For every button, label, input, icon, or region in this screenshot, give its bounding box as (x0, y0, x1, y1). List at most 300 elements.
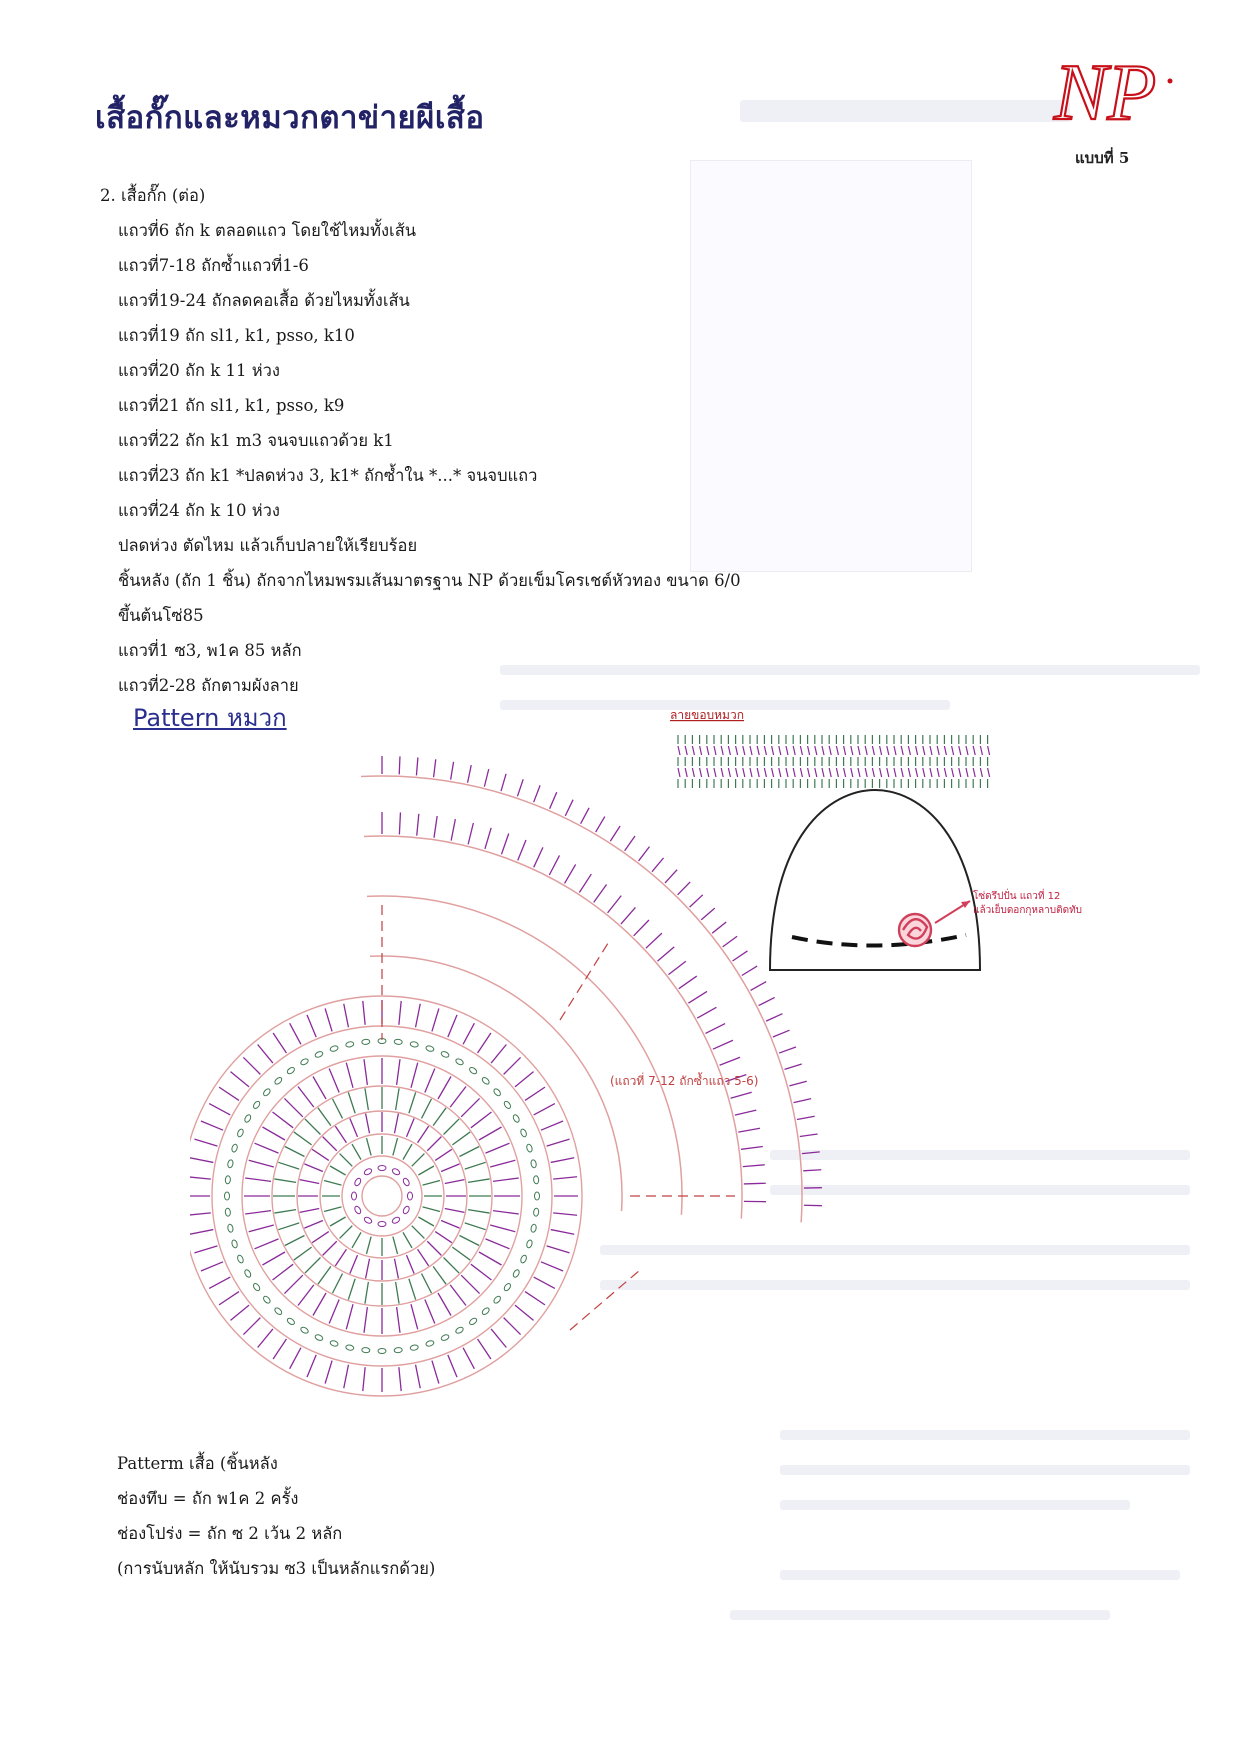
chain-oval (252, 1100, 261, 1109)
stitch-mark (350, 1255, 358, 1273)
edge-stitch (757, 768, 759, 777)
edge-stitch (937, 768, 939, 777)
ghost-line (780, 1465, 1190, 1475)
instructions-heading: 2. เสื้อกั๊ก (ต่อ) (100, 186, 206, 205)
stitch-mark (493, 1211, 519, 1214)
edge-stitch (836, 746, 838, 755)
stitch-mark (451, 819, 455, 841)
instruction-row: แถวที่23 ถัก k1 *ปลดห่วง 3, k1* ถักซ้ำใน *...* จนจบแถว (118, 466, 538, 485)
stitch-mark (346, 1063, 353, 1088)
edge-stitch (743, 746, 745, 755)
stitch-mark (278, 1162, 299, 1169)
stitch-mark (738, 1128, 760, 1132)
chain-oval (354, 1205, 362, 1214)
stitch-mark (779, 1047, 796, 1053)
edge-stitch (822, 746, 824, 755)
edge-stitch (901, 746, 903, 755)
np-logo-text: NP (1054, 55, 1157, 135)
stitch-mark (324, 1180, 341, 1185)
edge-stitch (880, 746, 882, 755)
chain-oval (236, 1254, 244, 1263)
chain-oval (533, 1176, 539, 1184)
chain-oval (286, 1317, 295, 1326)
chain-oval (535, 1192, 540, 1200)
stitch-mark (460, 1147, 480, 1157)
stitch-mark (490, 1225, 515, 1232)
stitch-mark (304, 1164, 322, 1172)
stitch-mark (209, 1277, 230, 1288)
stitch-mark (450, 1285, 466, 1306)
instruction-row: แถวที่24 ถัก k 10 ห่วง (118, 501, 280, 520)
edge-stitch (736, 746, 738, 755)
stitch-mark (305, 1258, 321, 1274)
stitch-mark (461, 1098, 479, 1116)
stitch-mark (245, 1178, 271, 1181)
stitch-mark (190, 1230, 213, 1235)
stitch-mark (273, 1033, 286, 1053)
stitch-mark (625, 836, 635, 851)
stitch-mark (468, 765, 472, 783)
stitch-mark (652, 858, 664, 872)
edge-stitch (714, 746, 716, 755)
ghost-line (740, 100, 1070, 122)
instruction-row: แถวที่22 ถัก k1 m3 จนจบแถวด้วย k1 (118, 431, 394, 450)
edge-stitch (959, 768, 961, 777)
stitch-mark (463, 1348, 474, 1369)
stitch-mark (479, 1127, 502, 1140)
chain-oval (330, 1340, 339, 1347)
edge-stitch (858, 746, 860, 755)
stitch-mark (445, 1208, 465, 1212)
edge-stitch (721, 746, 723, 755)
chain-oval (520, 1128, 528, 1137)
instruction-row: แถวที่19 ถัก sl1, k1, psso, k10 (118, 326, 355, 345)
chain-oval (493, 1088, 502, 1097)
chain-oval (274, 1076, 283, 1085)
repeat-label: (แถวที่ 7-12 ถักซ้ำแถว 5-6) (610, 1074, 759, 1088)
stitch-mark (485, 1143, 509, 1153)
stitch-mark (452, 1247, 470, 1260)
stitch-mark (444, 1119, 460, 1135)
stitch-mark (323, 1137, 337, 1151)
stitch-mark (418, 1249, 429, 1266)
instruction-row: แถวที่19-24 ถักลดคอเสื้อ ด้วยไหมทั้งเส้น (118, 291, 410, 310)
ghost-line (780, 1570, 1180, 1580)
stitch-mark (491, 1329, 506, 1348)
stitch-mark (393, 1237, 398, 1254)
stitch-mark (284, 1275, 302, 1293)
instruction-row: แถวที่20 ถัก k 11 ห่วง (118, 361, 280, 380)
stitch-mark (255, 1143, 279, 1153)
stitch-mark (441, 1220, 459, 1228)
stitch-mark (307, 1355, 316, 1377)
stitch-mark (190, 1213, 211, 1215)
stitch-mark (634, 920, 649, 936)
stitch-mark (273, 1339, 286, 1359)
chain-oval (378, 1222, 386, 1227)
stitch-mark (258, 1044, 273, 1063)
stitch-mark (610, 826, 620, 841)
edge-stitch (678, 768, 680, 777)
edge-stitch (923, 746, 925, 755)
edge-stitch (700, 768, 702, 777)
stitch-mark (427, 1241, 441, 1255)
stitch-mark (396, 1282, 399, 1304)
ghost-line (780, 1430, 1190, 1440)
edge-stitch (714, 768, 716, 777)
stitch-mark (298, 1087, 314, 1108)
edge-stitch (894, 746, 896, 755)
chain-oval (300, 1326, 309, 1334)
stitch-mark (435, 1232, 452, 1243)
stitch-mark (713, 1040, 733, 1049)
stitch-mark (365, 1088, 368, 1110)
stitch-mark (418, 1217, 434, 1226)
stitch-mark (219, 1292, 239, 1305)
stitch-mark (621, 907, 636, 924)
pattern-number: แบบที่ 5 (1075, 149, 1130, 167)
edge-stitch (980, 746, 982, 755)
stitch-mark (445, 1180, 465, 1184)
chain-oval (262, 1088, 271, 1097)
stitch-mark (433, 1266, 446, 1284)
stitch-mark (418, 1166, 434, 1175)
stitch-mark (461, 1275, 479, 1293)
chain-oval (402, 1177, 410, 1186)
pattern-heading: Pattern หมวก (133, 704, 287, 732)
edge-stitch (772, 746, 774, 755)
stitch-mark (448, 1015, 457, 1037)
stitch-mark (255, 1239, 279, 1249)
stitch-mark (411, 1304, 418, 1329)
edge-stitch (966, 746, 968, 755)
chain-oval (512, 1114, 520, 1123)
stitch-mark (230, 1305, 249, 1320)
stitch-mark (741, 1146, 763, 1149)
stitch-mark (579, 874, 591, 892)
hat-panel (670, 705, 1140, 995)
chain-oval (236, 1128, 244, 1137)
stitch-mark (274, 1210, 296, 1213)
stitch-mark (425, 1069, 435, 1093)
edge-stitch (692, 768, 694, 777)
stitch-mark (243, 1318, 260, 1335)
chain-oval (225, 1176, 231, 1184)
document-title: เสื้อกั๊กและหมวกตาข่ายผีเสื้อ (95, 100, 485, 136)
stitch-mark (581, 808, 589, 824)
stitch-mark (551, 1230, 575, 1235)
stitch-mark (416, 1004, 421, 1028)
edge-stitch (685, 746, 687, 755)
edge-stitch (988, 746, 990, 755)
edge-stitch (779, 746, 781, 755)
chain-oval (530, 1224, 537, 1233)
instruction-row: แถวที่21 ถัก sl1, k1, psso, k9 (118, 396, 345, 415)
edge-stitch (815, 746, 817, 755)
ghost-line (770, 1150, 1190, 1160)
stitch-mark (290, 1348, 301, 1369)
edge-stitch (988, 768, 990, 777)
edge-stitch (692, 746, 694, 755)
stitch-mark (333, 1099, 343, 1119)
stitch-mark (547, 1139, 570, 1146)
np-logo-icon (1050, 55, 1180, 135)
stitch-mark (720, 1057, 741, 1065)
stitch-mark (366, 1138, 371, 1155)
stitch-mark (460, 1235, 480, 1245)
chain-oval (314, 1334, 323, 1342)
stitch-mark (438, 1293, 451, 1316)
stitch-mark (363, 1367, 365, 1391)
stitch-mark (465, 1162, 486, 1169)
stitch-mark (294, 1132, 312, 1145)
edge-stitch (858, 768, 860, 777)
stitch-mark (525, 1292, 545, 1305)
stitch-mark (262, 1127, 285, 1140)
stitch-mark (364, 1059, 367, 1085)
stitch-mark (249, 1160, 274, 1167)
stitch-mark (333, 1274, 343, 1294)
edge-stitch (815, 768, 817, 777)
stitch-mark (350, 1118, 358, 1136)
stitch-mark (773, 1030, 790, 1037)
stitch-mark (406, 1255, 414, 1273)
stitch-mark (553, 1213, 577, 1215)
stitch-mark (397, 1307, 400, 1333)
stitch-mark (735, 1110, 756, 1115)
edge-stitch (800, 768, 802, 777)
note-line: ช่องโปร่ง = ถัก ซ 2 เว้น 2 หลัก (117, 1524, 343, 1543)
stitch-mark (515, 1305, 534, 1320)
stitch-mark (324, 1207, 341, 1212)
stitch-mark (490, 1160, 515, 1167)
edge-stitch (721, 768, 723, 777)
stitch-mark (312, 1149, 329, 1160)
chain-oval (402, 1205, 410, 1214)
stitch-mark (262, 1252, 285, 1265)
hat-note-line2: แล้วเย็บดอกกุหลาบติดทับ (973, 905, 1083, 916)
stitch-mark (285, 1235, 305, 1245)
stitch-mark (340, 1154, 353, 1167)
stitch-mark (478, 1339, 491, 1359)
stitch-mark (596, 817, 605, 833)
stitch-mark (423, 1180, 440, 1185)
edge-stitch (865, 768, 867, 777)
stitch-mark (705, 1024, 725, 1034)
stitch-mark (318, 1108, 331, 1126)
stitch-mark (318, 1266, 331, 1284)
stitch-mark (284, 1098, 302, 1116)
stitch-mark (307, 1015, 316, 1037)
chain-oval (408, 1192, 413, 1200)
stitch-mark (201, 1262, 223, 1271)
stitch-mark (352, 1232, 361, 1248)
stitch-mark (797, 1116, 815, 1119)
edge-stitch (808, 768, 810, 777)
stitch-mark (534, 785, 540, 802)
stitch-mark (550, 792, 557, 809)
edge-stitch (829, 768, 831, 777)
edge-stitch (822, 768, 824, 777)
stitch-mark (352, 1144, 361, 1160)
chain-oval (533, 1208, 539, 1216)
edge-stitch (707, 746, 709, 755)
edge-stitch (757, 746, 759, 755)
bottom-notes (117, 1446, 435, 1586)
stitch-mark (594, 885, 607, 903)
stitch-mark (409, 1092, 416, 1113)
chain-oval (440, 1050, 449, 1058)
stitch-mark (425, 1299, 435, 1323)
edge-stitch (678, 746, 680, 755)
stitch-mark (504, 1318, 521, 1335)
edge-stitch (764, 746, 766, 755)
stitch-mark (364, 1307, 367, 1333)
stitch-mark (230, 1072, 249, 1087)
stitch-mark (300, 1180, 320, 1184)
chain-oval (391, 1216, 400, 1224)
stitch-mark (190, 1177, 211, 1179)
edge-stitch (916, 768, 918, 777)
edge-stitch (786, 746, 788, 755)
edge-stitch (743, 768, 745, 777)
chain-oval (378, 1349, 386, 1354)
stitch-mark (639, 847, 650, 861)
chain-oval (410, 1041, 419, 1048)
stitch-chart-title: ลายขอบหมวก (670, 708, 744, 722)
stitch-mark (541, 1262, 563, 1271)
chain-oval (425, 1045, 434, 1052)
edge-stitch (685, 768, 687, 777)
chain-oval (363, 1216, 372, 1224)
stitch-mark (258, 1329, 273, 1348)
stitch-mark (517, 779, 523, 796)
instruction-row: ชิ้นหลัง (ถัก 1 ชิ้น) ถักจากไหมพรมเส้นมาตรฐาน NP ด้วยเข็มโครเชต์หัวทอง ขนาด 6/0 (118, 571, 741, 590)
edge-stitch (894, 768, 896, 777)
stitch-mark (441, 1164, 459, 1172)
instruction-row: แถวที่1 ซ3, พ1ค 85 หลัก (118, 641, 302, 660)
stitch-mark (789, 1081, 806, 1086)
stitch-mark (363, 1001, 365, 1025)
stitch-mark (450, 1087, 466, 1108)
stitch-mark (393, 1138, 398, 1155)
chain-oval (362, 1039, 370, 1045)
edge-stitch (980, 768, 982, 777)
edge-stitch (952, 768, 954, 777)
stitch-mark (417, 814, 419, 836)
stitch-mark (313, 1293, 326, 1316)
stitch-mark (409, 1279, 416, 1300)
stitch-mark (340, 1226, 353, 1239)
edge-stitch (750, 746, 752, 755)
edge-stitch (872, 746, 874, 755)
stitch-mark (451, 762, 454, 780)
stitch-mark (329, 1069, 339, 1093)
stitch-mark (646, 933, 662, 948)
edge-stitch (973, 768, 975, 777)
stitch-mark (348, 1092, 355, 1113)
chain-oval (231, 1239, 238, 1248)
stitch-mark (697, 1007, 716, 1018)
stitch-mark (403, 1144, 412, 1160)
stitch-mark (219, 1087, 239, 1100)
stitch-mark (485, 828, 491, 849)
stitch-mark (501, 834, 508, 855)
stitch-mark (534, 1104, 555, 1115)
stitch-mark (274, 1179, 296, 1182)
stitch-mark (534, 847, 543, 867)
stitch-mark (330, 1166, 346, 1175)
stitch-mark (468, 1179, 490, 1182)
stitch-mark (399, 1367, 401, 1391)
chain-oval (231, 1144, 238, 1153)
edge-stitch (808, 746, 810, 755)
instruction-row: แถวที่2-28 ถักตามผังลาย (118, 676, 299, 695)
chain-oval (526, 1144, 533, 1153)
chain-oval (244, 1114, 252, 1123)
stitch-mark (278, 1223, 299, 1230)
stitch-mark (434, 816, 437, 838)
edge-stitch (937, 746, 939, 755)
stitch-mark (471, 1112, 492, 1128)
ghost-line (770, 1185, 1190, 1195)
chain-oval (503, 1282, 512, 1291)
stitch-mark (800, 1134, 818, 1137)
stitch-mark (421, 1099, 431, 1119)
stitch-mark (412, 1154, 425, 1167)
chain-oval (503, 1100, 512, 1109)
stitch-mark (785, 1064, 802, 1069)
stitch-mark (305, 1119, 321, 1135)
chain-oval (530, 1159, 537, 1168)
chain-oval (252, 1282, 261, 1291)
stitch-mark (209, 1104, 230, 1115)
stitch-mark (541, 1121, 563, 1130)
ghost-line (730, 1610, 1110, 1620)
stitch-mark (249, 1225, 274, 1232)
stitch-mark (434, 759, 436, 777)
stitch-mark (312, 1232, 329, 1243)
stitch-mark (273, 1112, 294, 1128)
stitch-mark (448, 1355, 457, 1377)
chain-oval (394, 1039, 402, 1045)
stitch-mark (478, 1033, 491, 1053)
stitch-mark (190, 1158, 213, 1163)
stitch-mark (298, 1285, 314, 1306)
stitch-mark (329, 1299, 339, 1323)
edge-stitch (930, 768, 932, 777)
edge-stitch (772, 768, 774, 777)
stitch-mark (396, 1088, 399, 1110)
edge-stitch (793, 768, 795, 777)
stitch-mark (549, 855, 559, 875)
stitch-mark (243, 1057, 260, 1074)
hat-shape (770, 790, 980, 970)
stitch-mark (194, 1139, 217, 1146)
edge-stitch (908, 768, 910, 777)
stitch-mark (553, 1177, 577, 1179)
edge-stitch (836, 768, 838, 777)
edge-stitch (786, 768, 788, 777)
stitch-mark (484, 769, 488, 786)
edge-stitch (916, 746, 918, 755)
edge-stitch (865, 746, 867, 755)
stitch-mark (399, 812, 400, 834)
chain-oval (363, 1168, 372, 1176)
instruction-row: แถวที่7-18 ถักซ้ำแถวที่1-6 (118, 256, 309, 275)
stitch-mark (346, 1304, 353, 1329)
edge-stitch (700, 746, 702, 755)
